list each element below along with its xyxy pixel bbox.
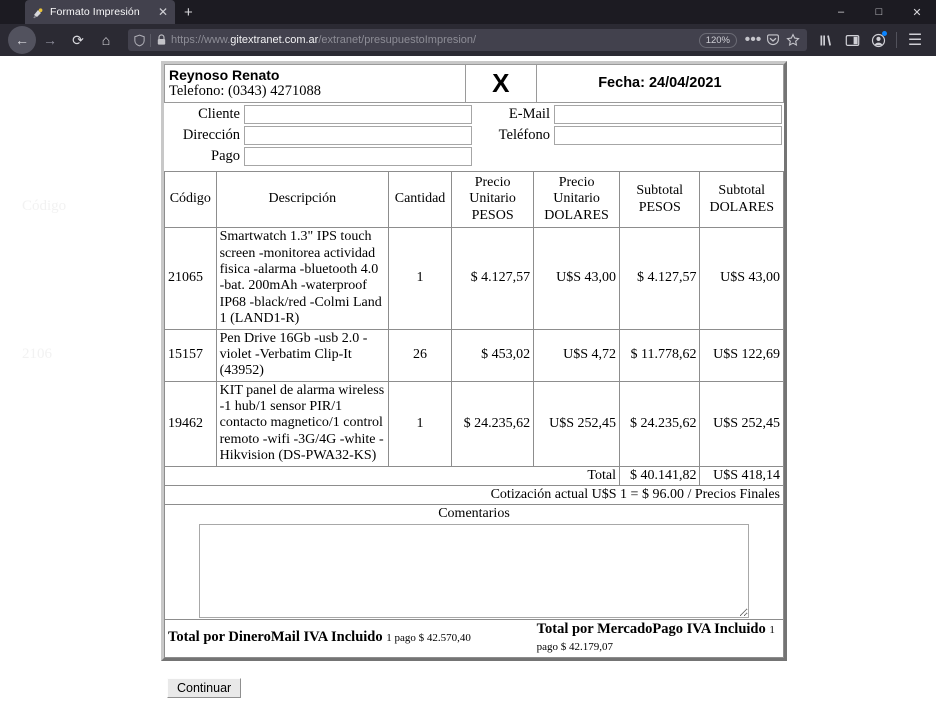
cell-descripcion: Smartwatch 1.3" IPS touch screen -monitorea actividad fisica -alarma -bluetooth 4.0 -bat. 200mAh -waterproof IP68 -black/red -Colmi Land 1 (LAND1-R) [216, 228, 388, 329]
continuar-button[interactable]: Continuar [167, 678, 241, 698]
pago-label: Pago [211, 147, 240, 164]
forward-icon[interactable]: → [43, 32, 57, 48]
cotizacion-row [165, 485, 784, 504]
mercadopago-detail: 1 pago $ 42.179,07 [536, 623, 775, 653]
comentarios-label-row [165, 504, 784, 523]
printable-quote-page [0, 56, 936, 698]
cell-cantidad: 1 [389, 228, 452, 329]
render-artifact-1: Código [22, 198, 67, 214]
company-logo: X [465, 65, 536, 103]
col-header-cantidad: Cantidad [389, 171, 452, 228]
page-favicon [32, 6, 44, 18]
table-row [165, 329, 784, 381]
mercadopago-label: Total por MercadoPago IVA Incluido [536, 620, 766, 637]
col-header-codigo: Código [165, 171, 217, 228]
total-pesos: $ 40.141,82 [619, 466, 700, 485]
account-icon[interactable] [865, 26, 891, 54]
url-text[interactable] [171, 34, 699, 46]
cell-subtotal-pesos: $ 24.235,62 [619, 381, 700, 466]
cell-codigo: 21065 [165, 228, 217, 329]
cell-subtotal-pesos: $ 11.778,62 [619, 329, 700, 381]
cell-precio-unitario-dolares: U$S 43,00 [534, 228, 620, 329]
cell-precio-unitario-pesos: $ 24.235,62 [452, 381, 534, 466]
cell-precio-unitario-dolares: U$S 4,72 [534, 329, 620, 381]
cell-codigo: 19462 [165, 381, 217, 466]
close-icon[interactable]: ✕ [157, 5, 169, 19]
minimize-icon[interactable]: – [837, 6, 845, 18]
home-icon[interactable]: ⌂ [101, 32, 111, 48]
direccion-label: Dirección [182, 126, 240, 143]
url-scheme: https://www. [171, 34, 231, 46]
toolbar-divider [896, 32, 897, 48]
col-header-subtotal-dolares: Subtotal DOLARES [700, 171, 784, 228]
cell-descripcion: Pen Drive 16Gb -usb 2.0 -violet -Verbatim Clip-It (43952) [216, 329, 388, 381]
comentarios-label: Comentarios [165, 504, 784, 523]
navigation-toolbar [0, 24, 936, 56]
browser-tab[interactable] [25, 0, 175, 24]
sidebar-icon[interactable] [839, 26, 865, 54]
form-spacer-2 [552, 146, 784, 167]
table-row [165, 228, 784, 329]
comentarios-row [165, 523, 784, 620]
direccion-field-cell [242, 125, 474, 146]
cotizacion-note: Cotización actual U$S 1 = $ 96.00 / Precios Finales [165, 485, 784, 504]
cliente-input[interactable] [244, 105, 472, 124]
totals-row [165, 466, 784, 485]
hamburger-menu-icon[interactable]: ☰ [907, 32, 923, 49]
cell-subtotal-pesos: $ 4.127,57 [619, 228, 700, 329]
maximize-icon[interactable]: □ [875, 6, 883, 18]
header-row [165, 65, 784, 103]
table-row [165, 381, 784, 466]
form-row-3 [164, 146, 784, 167]
items-table-head [165, 171, 784, 228]
page-actions-icon[interactable]: ••• [744, 31, 762, 48]
form-spacer-1 [474, 146, 552, 167]
pago-field-cell [242, 146, 474, 167]
comentarios-cell [165, 523, 784, 620]
tab-strip [0, 0, 202, 24]
items-table-body [165, 228, 784, 657]
document-header [164, 64, 784, 103]
library-icon[interactable] [813, 26, 839, 54]
render-artifact-2: 2106 [22, 346, 52, 362]
col-header-descripcion: Descripción [216, 171, 388, 228]
col-header-subtotal-pesos: Subtotal PESOS [619, 171, 700, 228]
cell-descripcion: KIT panel de alarma wireless -1 hub/1 sensor PIR/1 contacto magnetico/1 control remoto -wifi -3G/4G -white -Hikvision (DS-PWA32-KS) [216, 381, 388, 466]
zoom-level-badge[interactable]: 120% [699, 33, 737, 48]
actions-bar [167, 678, 936, 698]
dineromail-cell [165, 619, 534, 657]
dineromail-detail: 1 pago $ 42.570,40 [386, 632, 471, 645]
url-domain: gitextranet.com.ar [230, 34, 319, 46]
quote-date: Fecha: 24/04/2021 [536, 65, 783, 103]
total-label: Total [165, 466, 620, 485]
items-header-row [165, 171, 784, 228]
back-icon[interactable]: ← [8, 26, 36, 54]
col-header-precio-unitario-pesos: Precio Unitario PESOS [452, 171, 534, 228]
toolbar-right [813, 26, 928, 54]
cell-precio-unitario-pesos: $ 453,02 [452, 329, 534, 381]
quote-document [161, 61, 787, 661]
cliente-label: Cliente [198, 105, 240, 122]
comentarios-textarea[interactable] [199, 524, 749, 618]
cliente-field-cell [242, 104, 474, 125]
cell-codigo: 15157 [165, 329, 217, 381]
vendor-phone: Telefono: (0343) 4271088 [169, 83, 322, 100]
items-table [164, 171, 784, 658]
form-row-2 [164, 125, 784, 146]
cell-cantidad: 1 [389, 381, 452, 466]
telefono-label: Teléfono [498, 126, 550, 143]
vendor-name: Reynoso Renato [169, 67, 280, 83]
title-bar [0, 0, 936, 24]
email-field-cell [552, 104, 784, 125]
page-viewport [0, 56, 936, 704]
reload-icon[interactable]: ⟳ [72, 31, 84, 48]
account-notification-dot [882, 31, 887, 36]
shield-icon[interactable] [128, 34, 150, 47]
direccion-input[interactable] [244, 126, 472, 145]
window-controls [822, 0, 936, 24]
cell-subtotal-dolares: U$S 122,69 [700, 329, 784, 381]
total-dolares: U$S 418,14 [700, 466, 784, 485]
cell-subtotal-dolares: U$S 43,00 [700, 228, 784, 329]
vendor-cell [165, 65, 466, 103]
dineromail-label: Total por DineroMail IVA Incluido [168, 629, 383, 646]
cell-cantidad: 26 [389, 329, 452, 381]
url-path: /extranet/presupuestoImpresion/ [318, 34, 477, 46]
client-form [164, 104, 784, 167]
lock-icon[interactable] [151, 34, 171, 46]
pocket-icon[interactable] [763, 30, 783, 50]
address-bar[interactable] [128, 29, 807, 51]
pago-input[interactable] [244, 147, 472, 166]
mercadopago-cell [534, 619, 784, 657]
email-input[interactable] [554, 105, 782, 124]
cell-precio-unitario-pesos: $ 4.127,57 [452, 228, 534, 329]
tab-title: Formato Impresión [50, 6, 140, 18]
cell-subtotal-dolares: U$S 252,45 [700, 381, 784, 466]
col-header-precio-unitario-dolares: Precio Unitario DOLARES [534, 171, 620, 228]
form-row-1 [164, 104, 784, 125]
new-tab-button[interactable]: + [184, 4, 193, 21]
telefono-input[interactable] [554, 126, 782, 145]
telefono-field-cell [552, 125, 784, 146]
star-icon[interactable] [783, 30, 803, 50]
window-close-icon[interactable]: ✕ [912, 6, 922, 19]
cell-precio-unitario-dolares: U$S 252,45 [534, 381, 620, 466]
email-label: E-Mail [508, 105, 550, 122]
payments-row [165, 619, 784, 657]
